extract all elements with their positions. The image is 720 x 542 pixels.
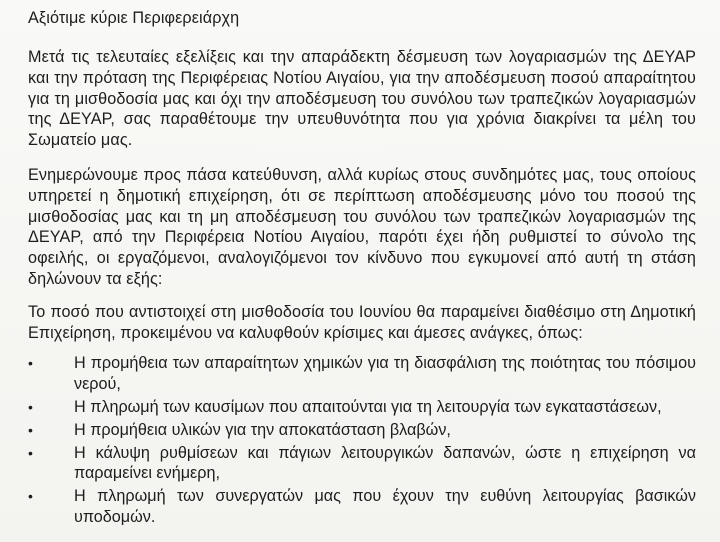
list-item [28,420,696,441]
letter-greeting: Αξιότιμε κύριε Περιφερειάρχη [28,9,240,27]
list-item-text: Η πληρωμή των συνεργατών μας που έχουν την ευθύνη λειτουργίας βασικών υποδομών. [74,487,696,526]
list-item-text: Η κάλυψη ρυθμίσεων και πάγιων λειτουργικών δαπανών, ώστε η επιχείρηση να παραμείνει ενήμερη, [74,443,696,483]
list-item [28,443,696,485]
bullet-icon: • [28,421,33,438]
letter-paragraph-3: Το ποσό που αντιστοιχεί στη μισθοδοσία του Ιουνίου θα παραμείνει διαθέσιμο στη Δημοτική Επιχείρηση, προκειμένου να καλυφθούν κρίσιμες και άμεσες ανάγκες, όπως: [28,302,696,342]
bullet-icon: • [28,355,33,372]
list-item-text: Η προμήθεια υλικών για την αποκατάσταση βλαβών, [74,420,451,439]
bullet-icon: • [28,398,33,415]
bullet-icon: • [28,444,33,461]
list-item [28,353,696,395]
letter-paragraph-1: Μετά τις τελευταίες εξελίξεις και την απαράδεκτη δέσμευση των λογαριασμών της ΔΕΥΑΡ και την πρόταση της Περιφέρειας Νοτίου Αιγαίου, για την αποδέσμευση ποσού απαραίτητου για τη μισθοδοσία μας και όχι την αποδέσμευση του συνόλου των τραπεζικών λογαριασμών της ΔΕΥΑΡ, σας παραθέτουμε την υπευθυνότητα που για χρόνια διακρίνει τα μέλη του Σωματείο μας. [28,48,696,150]
needs-list [28,353,696,527]
letter-paragraph-2: Ενημερώνουμε προς πάσα κατεύθυνση, αλλά κυρίως στους συνδημότες μας, τους οποίους υπηρετεί η δημοτική επιχείρηση, ότι σε περίπτωση αποδέσμευσης μόνο του ποσού της μισθοδοσίας μας και τη μη αποδέσμευση του συνόλου των τραπεζικών λογαριασμών της ΔΕΥΑΡ, από την Περιφέρεια Νοτίου Αιγαίου, παρότι έχει ήδη ρυθμιστεί το σύνολο της οφειλής, οι εργαζόμενοι, αναλογιζόμενοι τον κίνδυνο που εγκυμονεί από αυτή τη στάση δηλώνουν τα εξής: [28,165,696,288]
list-item-text: Η πληρωμή των καυσίμων που απαιτούνται για τη λειτουργία των εγκαταστάσεων, [74,397,662,416]
list-item [28,397,696,418]
bullet-icon: • [28,488,33,505]
list-item-text: Η προμήθεια των απαραίτητων χημικών για τη διασφάλιση της ποιότητας του πόσιμου νερού, [74,354,696,394]
list-item [28,486,696,528]
